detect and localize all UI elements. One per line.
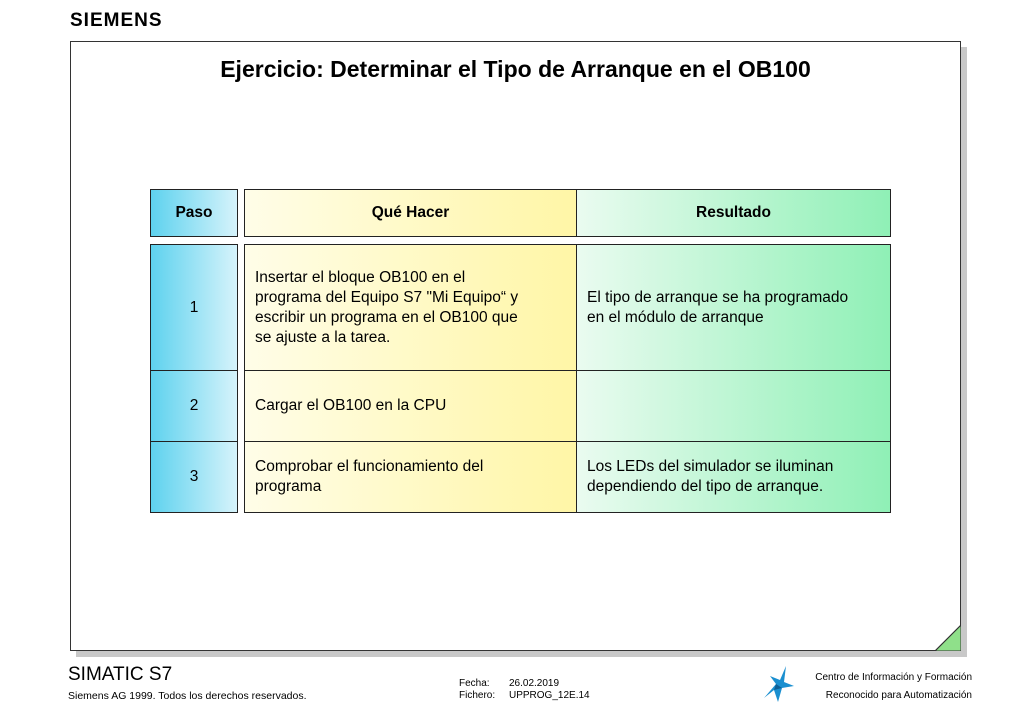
row-3-step bbox=[150, 441, 238, 513]
footer-date-label: Fecha: bbox=[459, 678, 490, 689]
page-corner-fold-icon bbox=[935, 625, 961, 651]
row-3-action bbox=[244, 441, 577, 513]
footer-center-line1: Centro de Información y Formación bbox=[815, 672, 972, 683]
slide-title: Ejercicio: Determinar el Tipo de Arranque en el OB100 bbox=[220, 56, 811, 82]
row-1-result-text: El tipo de arranque se ha programado en el módulo de arranque bbox=[587, 288, 849, 326]
row-2-step bbox=[150, 370, 238, 442]
row-2-action-text: Cargar el OB100 en la CPU bbox=[255, 397, 447, 414]
footer-center-line2: Reconocido para Automatización bbox=[825, 690, 972, 701]
header-step bbox=[150, 189, 238, 237]
row-3-result-text: Los LEDs del simulador se iluminan dependiendo del tipo de arranque. bbox=[587, 458, 834, 495]
row-1-result bbox=[576, 244, 891, 371]
footer-copyright: Siemens AG 1999. Todos los derechos reservados. bbox=[68, 690, 307, 702]
row-3-action-text: Comprobar el funcionamiento del programa bbox=[255, 458, 484, 495]
footer-date-value: 26.02.2019 bbox=[509, 678, 560, 689]
row-1-action bbox=[244, 244, 577, 371]
training-center-logo-icon bbox=[760, 664, 796, 704]
siemens-logo: SIEMENS bbox=[70, 10, 163, 31]
row-1-step-label: 1 bbox=[189, 298, 199, 316]
row-3-step-label: 3 bbox=[189, 468, 199, 485]
row-2-result bbox=[576, 370, 891, 442]
row-1-action-text: Insertar el bloque OB100 en el programa del Equipo S7 "Mi Equipo“ y escribir un programa en el OB100 que se ajuste a la tarea. bbox=[255, 268, 519, 346]
row-2-action bbox=[244, 370, 577, 442]
footer-file-label: Fichero: bbox=[459, 690, 496, 701]
footer-file-value: UPPROG_12E.14 bbox=[509, 690, 590, 701]
header-action-label: Qué Hacer bbox=[371, 204, 450, 221]
header-result bbox=[576, 189, 891, 237]
header-action bbox=[244, 189, 577, 237]
row-3-result bbox=[576, 441, 891, 513]
row-2-step-label: 2 bbox=[189, 397, 199, 414]
header-step-label: Paso bbox=[175, 204, 213, 221]
footer-product: SIMATIC S7 bbox=[68, 664, 173, 685]
row-1-step bbox=[150, 244, 238, 371]
header-result-label: Resultado bbox=[696, 204, 771, 221]
slide-frame bbox=[70, 41, 961, 651]
